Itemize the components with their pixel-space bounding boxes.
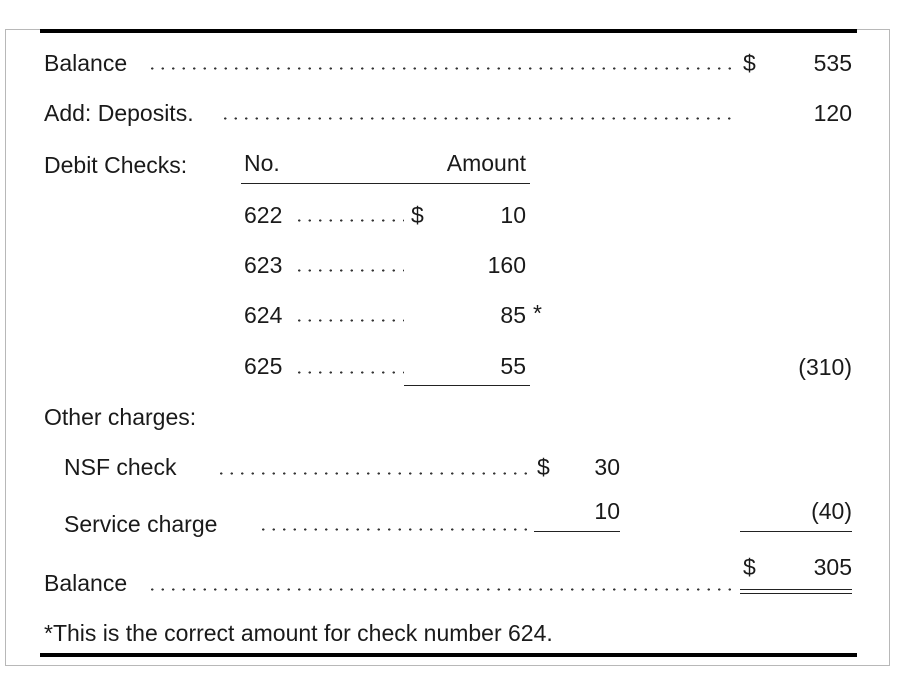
check-no: 624 <box>244 302 283 328</box>
check-currency: $ <box>411 202 424 228</box>
check-amount: 85 <box>500 302 526 328</box>
other-charges-label: Other charges: <box>44 404 197 430</box>
leader-dots <box>294 219 404 222</box>
header-underline <box>241 183 530 184</box>
footnote: *This is the correct amount for check number 624. <box>44 620 553 646</box>
balance-end-amount: 305 <box>813 554 852 580</box>
balance-start-amount: 535 <box>813 50 852 76</box>
nsf-check-amount: 30 <box>594 454 620 480</box>
check-no: 623 <box>244 252 283 278</box>
col-header-amount: Amount <box>446 150 526 176</box>
check-no: 625 <box>244 353 283 379</box>
check-amount: 160 <box>487 252 526 278</box>
nsf-check-label: NSF check <box>64 454 177 480</box>
balance-end-label: Balance <box>44 570 128 596</box>
nsf-check-currency: $ <box>537 454 550 480</box>
amount-underline <box>404 385 530 386</box>
correction-asterisk: * <box>533 300 542 326</box>
checks-total: (310) <box>798 354 852 380</box>
bottom-rule <box>40 653 857 657</box>
check-no: 622 <box>244 202 283 228</box>
service-charge-amount: 10 <box>594 498 620 524</box>
debit-checks-label: Debit Checks: <box>44 152 188 178</box>
balance-start-label: Balance <box>44 50 128 76</box>
leader-dots <box>216 472 533 475</box>
service-charge-label: Service charge <box>64 511 218 537</box>
leader-dots <box>147 67 737 70</box>
leader-dots <box>294 269 404 272</box>
col-header-no: No. <box>244 150 280 176</box>
balance-end-currency: $ <box>743 554 756 580</box>
leader-dots <box>294 371 404 374</box>
total-underline <box>740 531 852 532</box>
check-amount: 55 <box>500 353 526 379</box>
charges-total: (40) <box>811 498 852 524</box>
double-underline <box>740 589 852 594</box>
charges-underline <box>534 531 620 532</box>
leader-dots <box>220 117 737 120</box>
deposits-amount: 120 <box>813 100 852 126</box>
top-rule <box>40 29 857 33</box>
leader-dots <box>258 528 534 531</box>
deposits-label: Add: Deposits. <box>44 100 194 126</box>
leader-dots <box>147 588 737 591</box>
leader-dots <box>294 319 404 322</box>
balance-start-currency: $ <box>743 50 756 76</box>
check-amount: 10 <box>500 202 526 228</box>
